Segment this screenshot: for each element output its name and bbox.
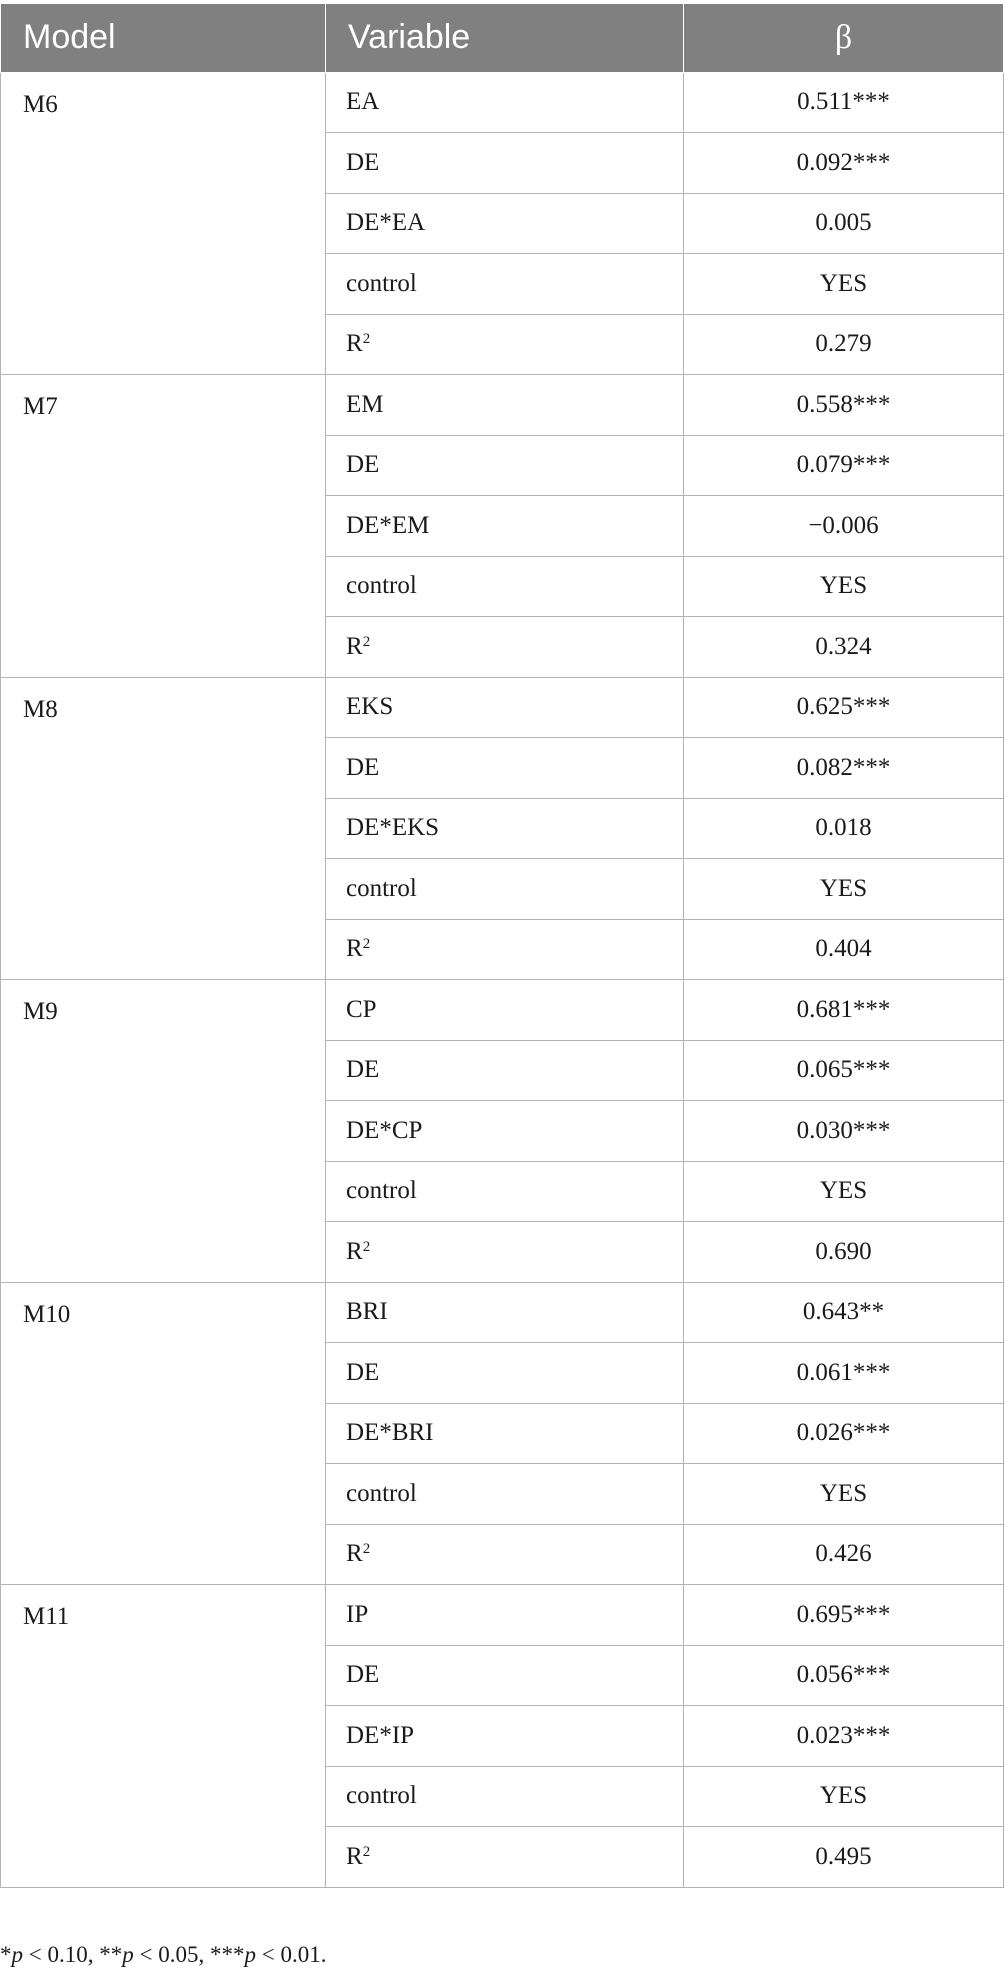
variable-label: DE*CP bbox=[346, 1116, 423, 1144]
column-header-model: Model bbox=[1, 4, 326, 72]
variable-label: DE bbox=[346, 1358, 380, 1386]
beta-cell: YES bbox=[684, 1464, 1004, 1525]
beta-cell: 0.511*** bbox=[684, 72, 1004, 133]
beta-cell: 0.079*** bbox=[684, 435, 1004, 496]
variable-label: DE*EKS bbox=[346, 814, 440, 842]
variable-cell bbox=[326, 1827, 684, 1888]
results-table bbox=[0, 4, 1004, 1888]
variable-cell bbox=[326, 859, 684, 920]
variable-label: DE*EA bbox=[346, 209, 426, 237]
variable-cell bbox=[326, 435, 684, 496]
model-cell: M8 bbox=[1, 677, 326, 980]
variable-cell bbox=[326, 193, 684, 254]
variable-cell bbox=[326, 72, 684, 133]
beta-cell: 0.279 bbox=[684, 314, 1004, 375]
superscript: 2 bbox=[362, 1541, 371, 1558]
footnote-part: < 0.01. bbox=[255, 1942, 327, 1967]
beta-cell: 0.018 bbox=[684, 798, 1004, 859]
variable-cell bbox=[326, 738, 684, 799]
variable-cell bbox=[326, 1403, 684, 1464]
beta-cell: 0.056*** bbox=[684, 1645, 1004, 1706]
table-row bbox=[1, 980, 1004, 1041]
footnote-part: p bbox=[11, 1942, 23, 1967]
variable-cell bbox=[326, 254, 684, 315]
beta-cell: 0.092*** bbox=[684, 133, 1004, 194]
beta-cell: 0.690 bbox=[684, 1222, 1004, 1283]
beta-cell: 0.061*** bbox=[684, 1343, 1004, 1404]
variable-label: EM bbox=[346, 390, 384, 418]
variable-cell bbox=[326, 375, 684, 436]
variable-cell bbox=[326, 314, 684, 375]
footnote-part: p bbox=[122, 1942, 134, 1967]
variable-label: DE bbox=[346, 1661, 380, 1689]
superscript: 2 bbox=[362, 331, 371, 348]
variable-cell bbox=[326, 496, 684, 557]
variable-label: R bbox=[346, 935, 363, 963]
variable-cell bbox=[326, 1524, 684, 1585]
variable-label: DE bbox=[346, 451, 380, 479]
beta-cell: 0.023*** bbox=[684, 1706, 1004, 1767]
variable-cell bbox=[326, 133, 684, 194]
beta-cell: 0.426 bbox=[684, 1524, 1004, 1585]
variable-label: control bbox=[346, 874, 417, 902]
variable-label: DE bbox=[346, 1056, 380, 1084]
variable-label: control bbox=[346, 269, 417, 297]
beta-cell: 0.625*** bbox=[684, 677, 1004, 738]
variable-label: DE*IP bbox=[346, 1721, 415, 1749]
variable-label: DE bbox=[346, 753, 380, 781]
beta-cell: YES bbox=[684, 254, 1004, 315]
variable-cell bbox=[326, 1585, 684, 1646]
variable-cell bbox=[326, 1040, 684, 1101]
table-body bbox=[1, 72, 1004, 1887]
variable-label: BRI bbox=[346, 1298, 388, 1326]
variable-cell bbox=[326, 1101, 684, 1162]
beta-cell: 0.495 bbox=[684, 1827, 1004, 1888]
beta-cell: 0.681*** bbox=[684, 980, 1004, 1041]
variable-label: R bbox=[346, 632, 363, 660]
beta-cell: 0.026*** bbox=[684, 1403, 1004, 1464]
beta-cell: 0.558*** bbox=[684, 375, 1004, 436]
table-row bbox=[1, 1585, 1004, 1646]
beta-cell: 0.030*** bbox=[684, 1101, 1004, 1162]
variable-label: R bbox=[346, 330, 363, 358]
footnote-part: * bbox=[0, 1942, 12, 1967]
variable-cell bbox=[326, 1766, 684, 1827]
variable-label: control bbox=[346, 1782, 417, 1810]
variable-label: R bbox=[346, 1842, 363, 1870]
model-cell: M11 bbox=[1, 1585, 326, 1888]
column-header-variable: Variable bbox=[326, 4, 684, 72]
variable-cell bbox=[326, 677, 684, 738]
footnote-part: < 0.10, ** bbox=[23, 1942, 123, 1967]
beta-cell: −0.006 bbox=[684, 496, 1004, 557]
superscript: 2 bbox=[362, 633, 371, 650]
variable-cell bbox=[326, 1645, 684, 1706]
variable-cell bbox=[326, 1222, 684, 1283]
beta-cell: 0.404 bbox=[684, 919, 1004, 980]
variable-label: DE*BRI bbox=[346, 1419, 434, 1447]
model-cell: M6 bbox=[1, 72, 326, 375]
table-footnote bbox=[0, 1942, 326, 1968]
superscript: 2 bbox=[362, 936, 371, 953]
beta-cell: 0.005 bbox=[684, 193, 1004, 254]
variable-cell bbox=[326, 1343, 684, 1404]
superscript: 2 bbox=[362, 1238, 371, 1255]
variable-label: control bbox=[346, 1479, 417, 1507]
superscript: 2 bbox=[362, 1843, 371, 1860]
variable-cell bbox=[326, 980, 684, 1041]
beta-cell: YES bbox=[684, 556, 1004, 617]
variable-cell bbox=[326, 798, 684, 859]
variable-cell bbox=[326, 556, 684, 617]
variable-cell bbox=[326, 1464, 684, 1525]
footnote-part: < 0.05, *** bbox=[133, 1942, 245, 1967]
model-cell: M10 bbox=[1, 1282, 326, 1585]
table-row bbox=[1, 375, 1004, 436]
beta-cell: 0.695*** bbox=[684, 1585, 1004, 1646]
variable-label: IP bbox=[346, 1600, 369, 1628]
variable-cell bbox=[326, 617, 684, 678]
header-row bbox=[1, 4, 1004, 72]
variable-label: EA bbox=[346, 88, 380, 116]
model-cell: M9 bbox=[1, 980, 326, 1283]
variable-label: DE bbox=[346, 148, 380, 176]
beta-cell: 0.065*** bbox=[684, 1040, 1004, 1101]
beta-cell: YES bbox=[684, 1766, 1004, 1827]
beta-cell: YES bbox=[684, 1161, 1004, 1222]
model-cell: M7 bbox=[1, 375, 326, 678]
variable-label: CP bbox=[346, 995, 377, 1023]
variable-label: control bbox=[346, 1177, 417, 1205]
table-header bbox=[1, 4, 1004, 72]
variable-label: R bbox=[346, 1237, 363, 1265]
table-row bbox=[1, 1282, 1004, 1343]
table-row bbox=[1, 677, 1004, 738]
table-row bbox=[1, 72, 1004, 133]
variable-cell bbox=[326, 1161, 684, 1222]
variable-cell bbox=[326, 919, 684, 980]
footnote-part: p bbox=[244, 1942, 256, 1967]
beta-cell: YES bbox=[684, 859, 1004, 920]
variable-label: control bbox=[346, 572, 417, 600]
column-header-beta: β bbox=[684, 4, 1004, 72]
beta-cell: 0.324 bbox=[684, 617, 1004, 678]
variable-cell bbox=[326, 1282, 684, 1343]
variable-label: DE*EM bbox=[346, 511, 430, 539]
variable-label: R bbox=[346, 1540, 363, 1568]
variable-label: EKS bbox=[346, 693, 394, 721]
beta-cell: 0.082*** bbox=[684, 738, 1004, 799]
beta-cell: 0.643** bbox=[684, 1282, 1004, 1343]
variable-cell bbox=[326, 1706, 684, 1767]
